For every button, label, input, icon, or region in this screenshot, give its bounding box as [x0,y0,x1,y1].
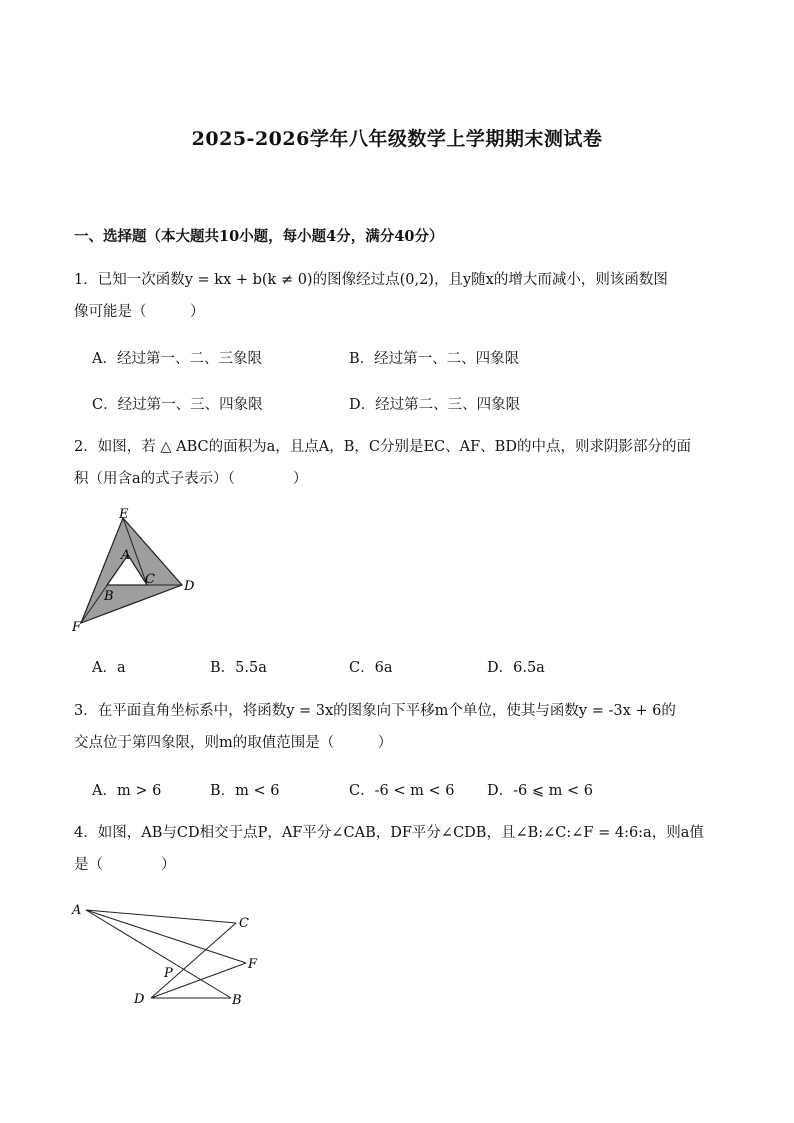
question-1-option-c: C．经过第一、三、四象限 [92,397,263,413]
label-a: A [72,903,82,918]
question-3-option-c: C．-6 < m < 6 [349,783,455,799]
label-f: F [248,957,258,972]
label-c: C [145,572,155,587]
label-b: B [232,993,242,1008]
question-3-line-1: 3．在平面直角坐标系中，将函数y = 3x的图象向下平移m个单位，使其与函数y = -3x + 6的 [74,703,676,719]
segment-dc [151,923,236,998]
question-2-option-d: D．6.5a [487,660,545,676]
question-1-line-1: 1．已知一次函数y = kx + b(k ≠ 0)的图像经过点(0,2)，且y随x的增大而减小，则该函数图 [74,272,668,288]
label-a: A [121,548,131,563]
question-3-line-2: 交点位于第四象限，则m的取值范围是（ ） [74,735,393,751]
segment-ab [86,910,231,998]
segment-ac [86,910,236,923]
page-title: 2025-2026学年八年级数学上学期期末测试卷 [191,128,603,150]
question-2-line-1: 2．如图，若 △ ABC的面积为a，且点A，B，C分别是EC、AF、BD的中点，则求阴影部分的面 [74,439,691,455]
question-3-option-b: B．m < 6 [210,783,280,799]
question-4-line-2: 是（ ） [74,857,176,873]
question-1-option-a: A．经过第一、二、三象限 [92,351,262,367]
label-d: D [184,579,195,594]
question-4-figure [66,895,276,1015]
question-2-option-b: B．5.5a [210,660,267,676]
question-3-option-d: D．-6 ⩽ m < 6 [487,783,593,799]
question-1-option-b: B．经过第一、二、四象限 [349,351,520,367]
segment-af [86,910,246,963]
label-c: C [239,916,249,931]
section-heading-choice: 一、选择题（本大题共10小题，每小题4分，满分40分） [74,228,444,245]
question-1-option-d: D．经过第二、三、四象限 [349,397,521,413]
question-3-option-a: A．m > 6 [92,783,162,799]
question-2-figure [66,505,206,635]
question-2-option-a: A．a [92,660,126,676]
label-p: P [164,966,173,981]
label-d: D [134,992,145,1007]
question-2-line-2: 积（用含a的式子表示）（ ） [74,471,308,487]
question-1-line-2: 像可能是（ ） [74,304,205,320]
label-e: E [119,507,129,522]
question-4-line-1: 4．如图，AB与CD相交于点P，AF平分∠CAB，DF平分∠CDB，且∠B:∠C:∠F = 4:6:a，则a值 [74,825,704,841]
label-f: F [72,620,82,635]
label-b: B [104,589,114,604]
question-2-option-c: C．6a [349,660,393,676]
